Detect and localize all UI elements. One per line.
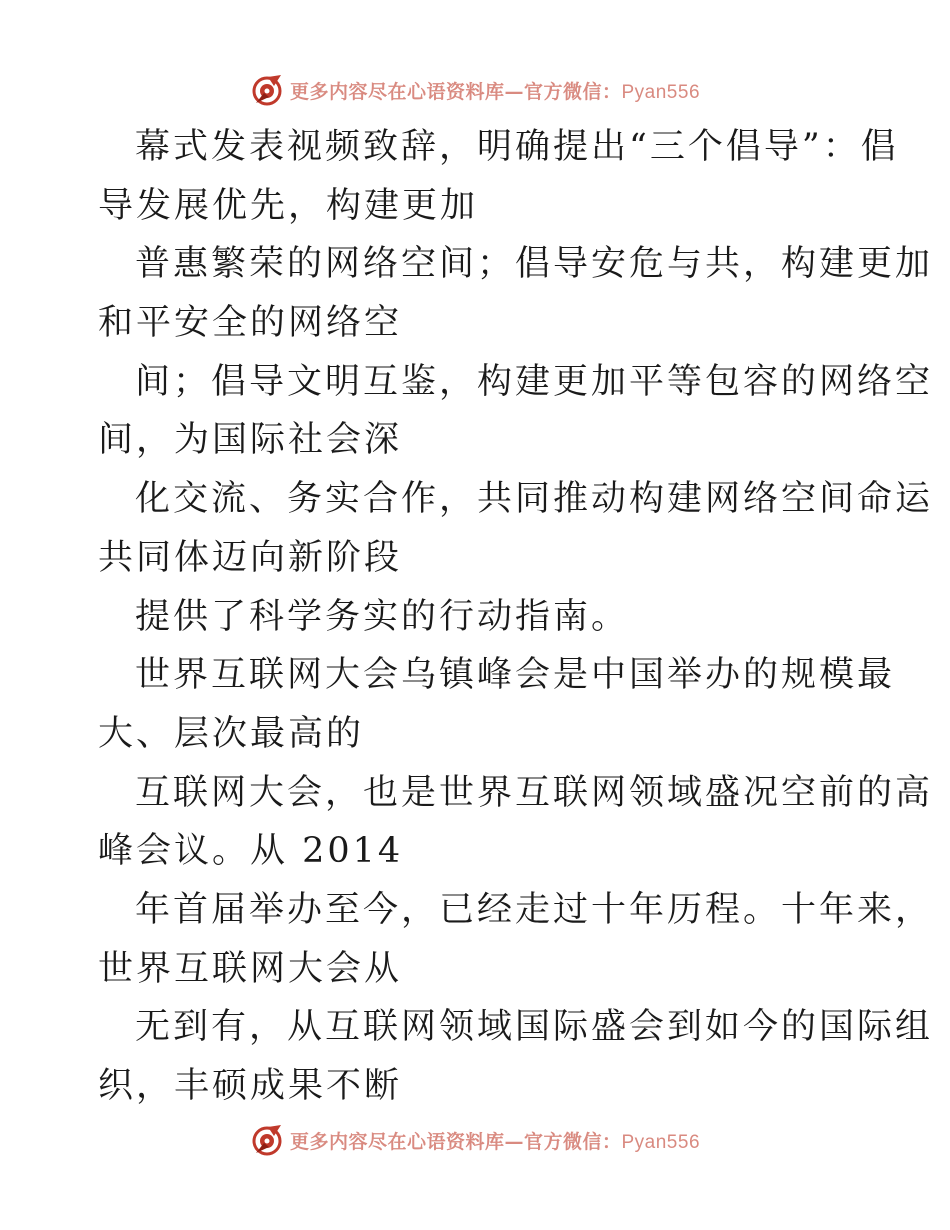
- watermark-banner-top: [0, 70, 950, 110]
- text-line: 幕式发表视频致辞，明确提出“三个倡导”：倡: [135, 127, 899, 167]
- text-line: 普惠繁荣的网络空间；倡导安危与共，构建更加: [135, 244, 934, 285]
- text-line: 提供了科学务实的行动指南。: [135, 596, 630, 637]
- text-line: 织，丰硕成果不断: [98, 1066, 403, 1106]
- watermark-text: 更多内容尽在心语资料库—官方微信：Pyan556: [289, 80, 701, 103]
- watermark-banner-bottom: [0, 1120, 950, 1160]
- text-line: 世界互联网大会乌镇峰会是中国举办的规模最: [135, 655, 896, 696]
- body-text: [98, 118, 934, 1116]
- pen-seal-icon: [250, 1123, 284, 1157]
- text-line: 导发展优先，构建更加: [98, 185, 479, 226]
- text-line: 年首届举办至今，已经走过十年历程。十年来，: [135, 889, 934, 930]
- watermark-text: 更多内容尽在心语资料库—官方微信：Pyan556: [289, 1130, 701, 1153]
- text-line: 间，为国际社会深: [98, 420, 403, 461]
- text-line: 峰会议。从 2014: [98, 831, 404, 872]
- text-line: 世界互联网大会从: [98, 948, 403, 989]
- text-line: 间；倡导文明互鉴，构建更加平等包容的网络空: [135, 361, 934, 402]
- pen-seal-icon: [250, 73, 284, 107]
- text-line: 无到有，从互联网领域国际盛会到如今的国际组: [135, 1007, 934, 1048]
- text-line: 和平安全的网络空: [98, 303, 403, 344]
- text-line: 共同体迈向新阶段: [98, 537, 403, 578]
- text-line: 互联网大会，也是世界互联网领域盛况空前的高: [135, 772, 934, 813]
- text-line: 大、层次最高的: [98, 713, 365, 754]
- text-line: 化交流、务实合作，共同推动构建网络空间命运: [135, 479, 934, 520]
